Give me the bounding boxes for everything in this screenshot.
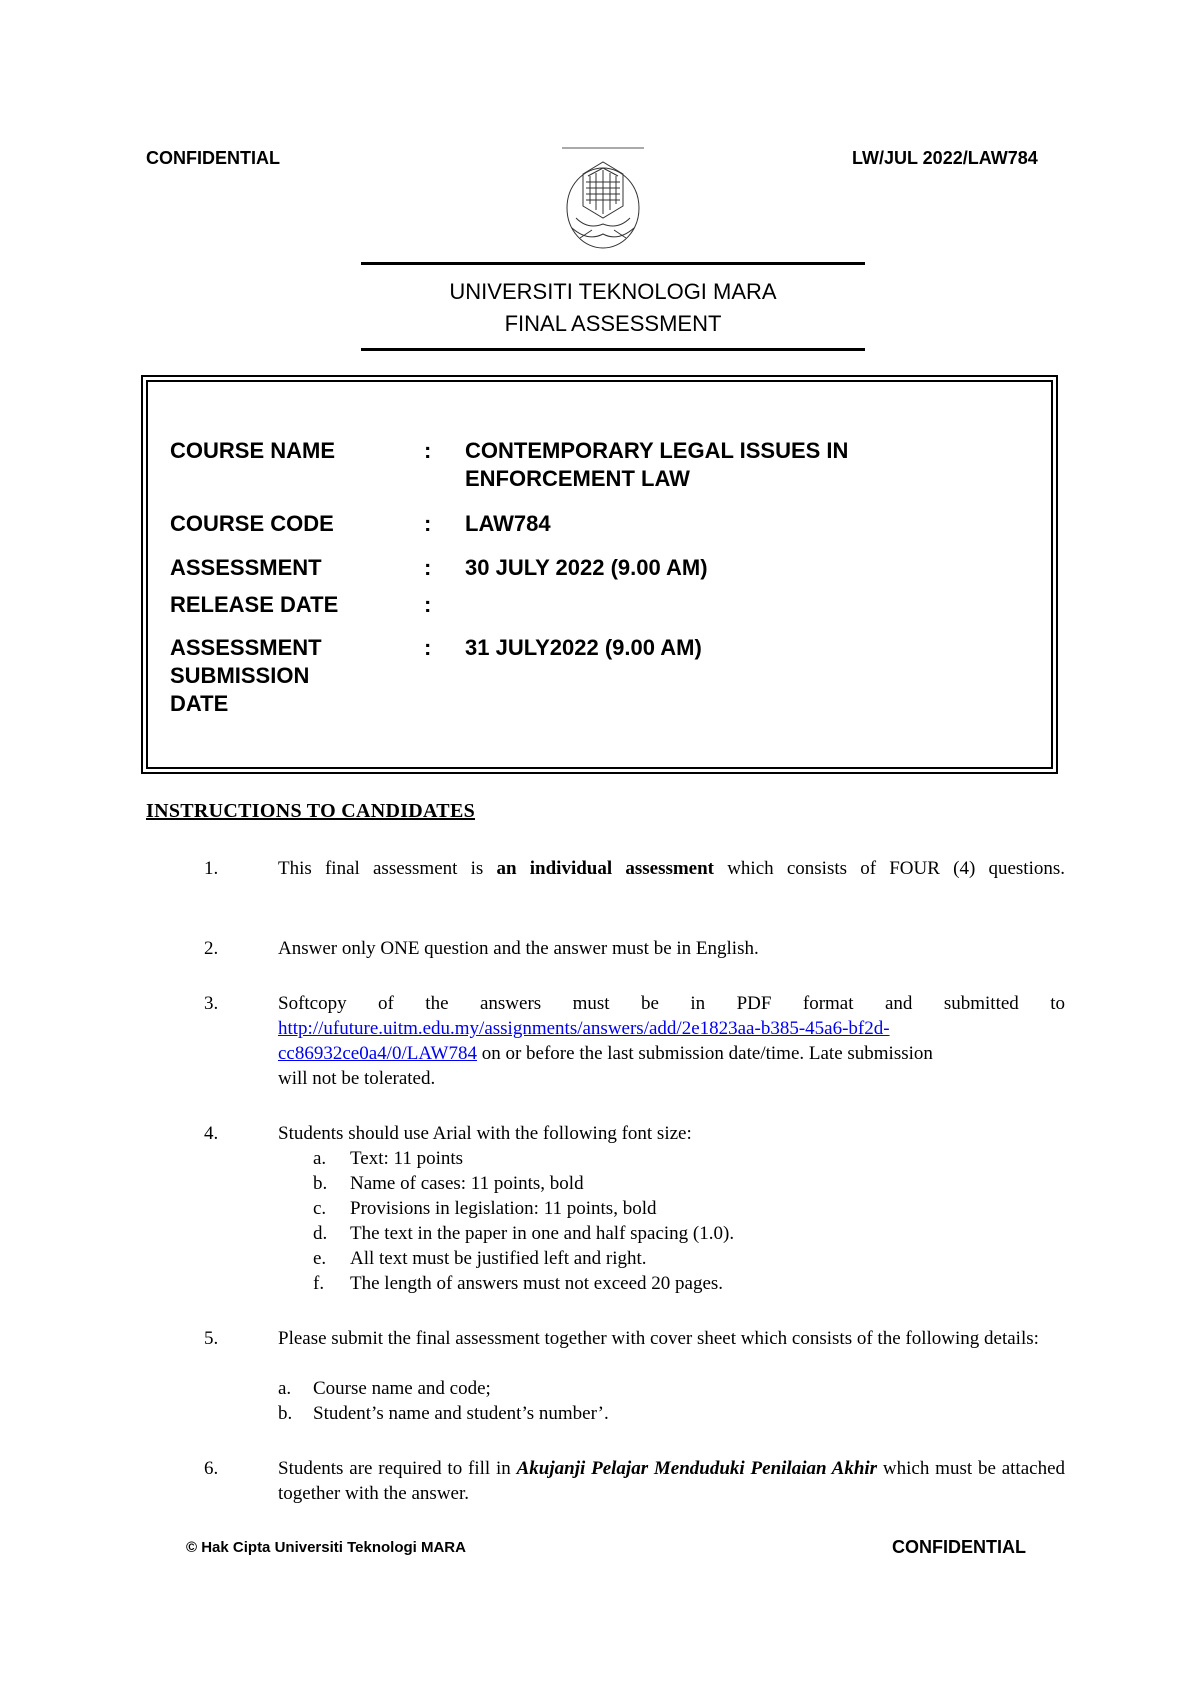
course-code-value: LAW784: [465, 511, 551, 536]
instruction-6: [278, 1456, 1065, 1506]
colon: :: [424, 511, 432, 536]
submission-link-continued[interactable]: cc86932ce0a4/0/LAW784: [278, 1043, 477, 1064]
colon: :: [424, 592, 432, 617]
course-name-value-line2: ENFORCEMENT LAW: [465, 466, 690, 491]
course-code-label: COURSE CODE: [170, 511, 334, 536]
instruction-number: 5.: [204, 1328, 219, 1349]
footer-copyright: © Hak Cipta Universiti Teknologi MARA: [186, 1539, 466, 1556]
instruction-3-line4: will not be tolerated.: [278, 1068, 436, 1089]
instruction-number: 6.: [204, 1458, 219, 1479]
submission-date-value: 31 JULY2022 (9.00 AM): [465, 635, 702, 660]
list-item: The text in the paper in one and half spacing (1.0).: [350, 1223, 735, 1244]
list-item-letter: c.: [313, 1198, 327, 1219]
instruction-5: Please submit the final assessment together with cover sheet which consists of the following details:: [278, 1328, 1039, 1349]
list-item-letter: d.: [313, 1223, 328, 1244]
instruction-1-text: This final assessment is: [278, 858, 497, 879]
list-item: The length of answers must not exceed 20 pages.: [350, 1273, 724, 1294]
header-reference-code: LW/JUL 2022/LAW784: [852, 148, 1038, 168]
assessment-type: FINAL ASSESSMENT: [504, 311, 722, 336]
instruction-6-text-end: which must be attached together with the answer.: [278, 1458, 1066, 1504]
header-confidential: CONFIDENTIAL: [146, 148, 280, 168]
instruction-1-emphasis: an individual assessment: [496, 858, 715, 879]
instruction-3-line3: [278, 1041, 1065, 1066]
list-item-letter: a.: [278, 1378, 292, 1399]
instruction-1-text-end: which consists of FOUR (4) questions.: [714, 858, 1065, 879]
list-item: Course name and code;: [313, 1378, 491, 1399]
list-item: Text: 11 points: [350, 1148, 464, 1169]
instruction-3-line2: [278, 1016, 1065, 1041]
footer-confidential: CONFIDENTIAL: [892, 1537, 1026, 1557]
list-item-letter: f.: [313, 1273, 325, 1294]
release-date-label: ASSESSMENT: [170, 555, 322, 580]
instruction-2: Answer only ONE question and the answer must be in English.: [278, 938, 759, 959]
submission-link[interactable]: http://ufuture.uitm.edu.my/assignments/answers/add/2e1823aa-b385-45a6-bf2d-: [278, 1018, 890, 1039]
list-item-letter: b.: [278, 1403, 293, 1424]
colon: :: [424, 438, 432, 463]
instruction-number: 3.: [204, 993, 219, 1014]
list-item: Student’s name and student’s number’.: [313, 1403, 609, 1424]
instruction-number: 4.: [204, 1123, 219, 1144]
title-rule-top: [361, 262, 865, 265]
release-date-value: 30 JULY 2022 (9.00 AM): [465, 555, 708, 580]
course-name-label: COURSE NAME: [170, 438, 336, 463]
list-item: Provisions in legislation: 11 points, bold: [350, 1198, 657, 1219]
instruction-4: Students should use Arial with the following font size:: [278, 1123, 692, 1144]
colon: :: [424, 635, 432, 660]
instructions-heading: INSTRUCTIONS TO CANDIDATES: [146, 800, 476, 822]
instruction-number: 1.: [204, 858, 219, 879]
instruction-6-form-name: Akujanji Pelajar Menduduki Penilaian Akhir: [516, 1458, 878, 1479]
instruction-6-text: Students are required to fill in: [278, 1458, 517, 1479]
submission-date-label: ASSESSMENT: [170, 635, 322, 660]
instruction-number: 2.: [204, 938, 219, 959]
list-item: Name of cases: 11 points, bold: [350, 1173, 584, 1194]
list-item-letter: a.: [313, 1148, 327, 1169]
instruction-3-text: on or before the last submission date/time. Late submission: [476, 1043, 933, 1064]
instruction-1: [278, 856, 1065, 881]
release-date-label-line2: RELEASE DATE: [170, 592, 339, 617]
colon: :: [424, 555, 432, 580]
list-item-letter: e.: [313, 1248, 327, 1269]
list-item-letter: b.: [313, 1173, 328, 1194]
instruction-3-line1: Softcopy of the answers must be in PDF format and submitted to: [278, 993, 1065, 1014]
submission-date-label-line2: SUBMISSION: [170, 663, 310, 688]
submission-date-label-line3: DATE: [170, 691, 229, 716]
university-name: UNIVERSITI TEKNOLOGI MARA: [449, 279, 777, 304]
title-rule-bottom: [361, 348, 865, 351]
university-seal-icon: [558, 146, 648, 256]
list-item: All text must be justified left and right.: [350, 1248, 647, 1269]
course-name-value: CONTEMPORARY LEGAL ISSUES IN: [465, 438, 849, 463]
